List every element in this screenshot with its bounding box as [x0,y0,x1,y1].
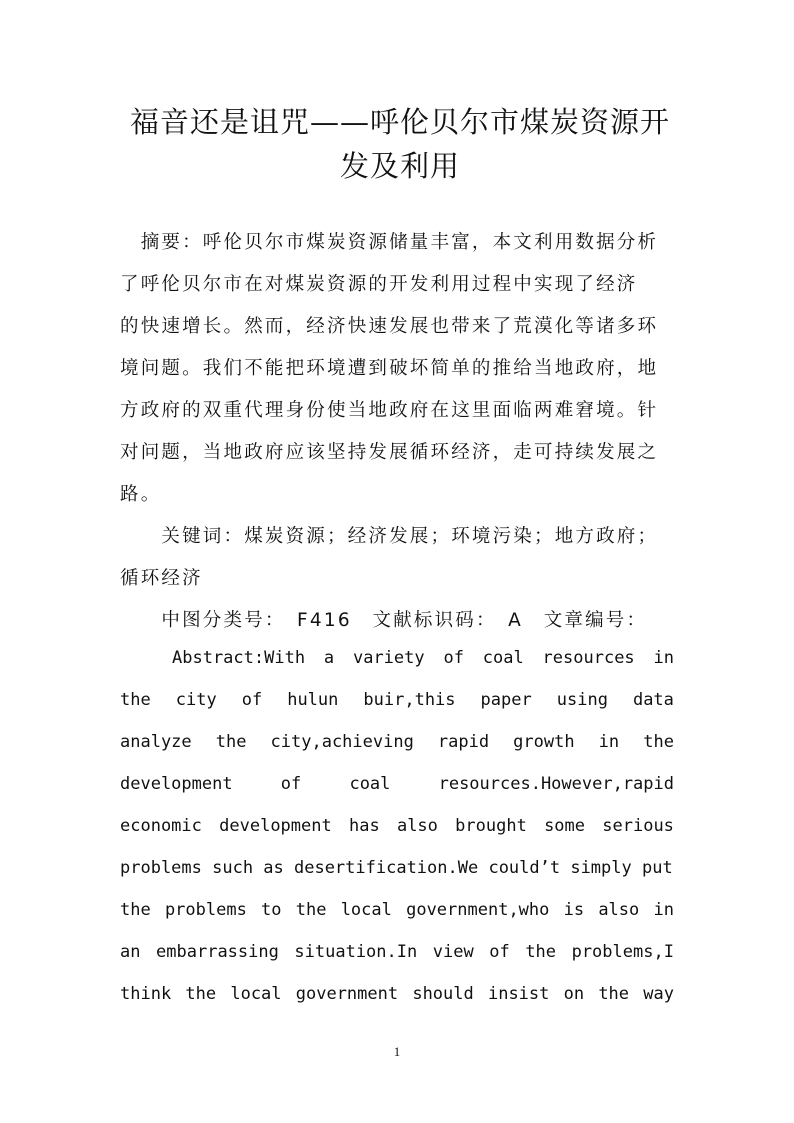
abstract-en-word: city,achieving [270,732,414,752]
abstract-en-line [120,942,674,962]
abstract-en-word: rapid [437,732,490,752]
abstract-cn-line: 的快速增长。然而，经济快速发展也带来了荒漠化等诸多环 [120,316,659,337]
abstract-en-word: in [653,648,674,668]
abstract-en-word: data [632,690,674,710]
abstract-en-word: paper [480,690,532,710]
abstract-en-word: growth [513,732,575,752]
abstract-en-line [120,732,674,752]
abstract-en-line [172,648,674,668]
abstract-en-word: is [563,900,585,920]
abstract-en-word: serious [602,816,674,836]
abstract-en-word: situation.In [294,942,418,962]
abstract-en-word: the [120,690,151,710]
abstract-en-line [120,690,674,710]
abstract-en-word: government [295,984,399,1004]
abstract-cn-line: 方政府的双重代理身份使当地政府在这里面临两难窘境。针 [120,400,659,421]
abstract-en-word: think [120,984,172,1004]
abstract-en-word: also [396,816,438,836]
abstract-en-line [120,816,674,836]
abstract-en-word: of [241,690,263,710]
abstract-en-word: economic [120,816,202,836]
abstract-en-word: of [489,942,510,962]
abstract-en-word: some [544,816,586,836]
abstract-en-word: should [412,984,474,1004]
abstract-en-word: on [563,984,585,1004]
abstract-cn-line: 对问题，当地政府应该坚持发展循环经济，走可持续发展之 [120,442,659,463]
abstract-en-word: variety [352,648,425,668]
abstract-en-line [120,858,674,878]
abstract-en-line [120,774,674,794]
abstract-en-word: development [219,816,332,836]
classification-line: 中图分类号： F416 文献标识码： A 文章编号： [120,610,648,631]
abstract-en-word: in [653,900,674,920]
abstract-en-word: also [598,900,640,920]
abstract-en-word: insist [487,984,550,1004]
abstract-en-word: local [230,984,282,1004]
abstract-en-word: of [280,774,302,794]
abstract-en-word: coal [349,774,391,794]
abstract-en-word: the [525,942,557,962]
abstract-en-word: resources [542,648,635,668]
abstract-en-word: government,who [406,900,550,920]
abstract-cn-line: 境问题。我们不能把环境遭到破坏简单的推给当地政府，地 [120,358,659,379]
abstract-en-line [120,984,674,1004]
abstract-en-word: view [432,942,474,962]
abstract-en-line [120,900,674,920]
abstract-en-word: development [120,774,233,794]
abstract-en-word: an [120,942,141,962]
abstract-en-word: of [443,648,464,668]
keywords-line: 关键词：煤炭资源；经济发展；环境污染；地方政府； [120,526,659,547]
abstract-en-word: embarrassing [156,942,279,962]
abstract-en-word: buir,this [363,690,456,710]
abstract-en-word: hulun [287,690,339,710]
abstract-en-word: resources.However,rapid [438,774,674,794]
abstract-en-word: brought [455,816,527,836]
abstract-en-word: the [598,984,630,1004]
abstract-en-word: way [643,984,674,1004]
abstract-en-word: problems [164,900,247,920]
abstract-en-word: coal [482,648,524,668]
abstract-en-word: using [556,690,608,710]
abstract-en-word: analyze [120,732,192,752]
abstract-en-word: in [598,732,620,752]
abstract-en-word: a [323,648,335,668]
abstract-en-word: the [185,984,217,1004]
abstract-en-word: Abstract:With [172,648,306,668]
abstract-en-word: local [340,900,392,920]
abstract-en-word: problems such as desertification.We could’t simply put [120,858,673,878]
title-line-1: 福音还是诅咒——呼伦贝尔市煤炭资源开 [129,105,670,139]
abstract-en-word: city [175,690,217,710]
abstract-en-word: has [348,816,380,836]
abstract-en-word: problems,I [571,942,674,962]
abstract-cn-line: 了呼伦贝尔市在对煤炭资源的开发利用过程中实现了经济 [120,274,638,295]
abstract-en-word: the [120,900,151,920]
page-number: 1 [393,1044,401,1059]
abstract-cn-line: 路。 [120,484,162,505]
abstract-en-word: the [643,732,674,752]
abstract-en-word: the [215,732,247,752]
abstract-en-word: the [295,900,327,920]
abstract-en-word: to [261,900,282,920]
title-line-2: 发及利用 [339,149,460,183]
abstract-cn-line: 摘要：呼伦贝尔市煤炭资源储量丰富，本文利用数据分析 [120,232,659,253]
keywords-line: 循环经济 [120,568,203,589]
